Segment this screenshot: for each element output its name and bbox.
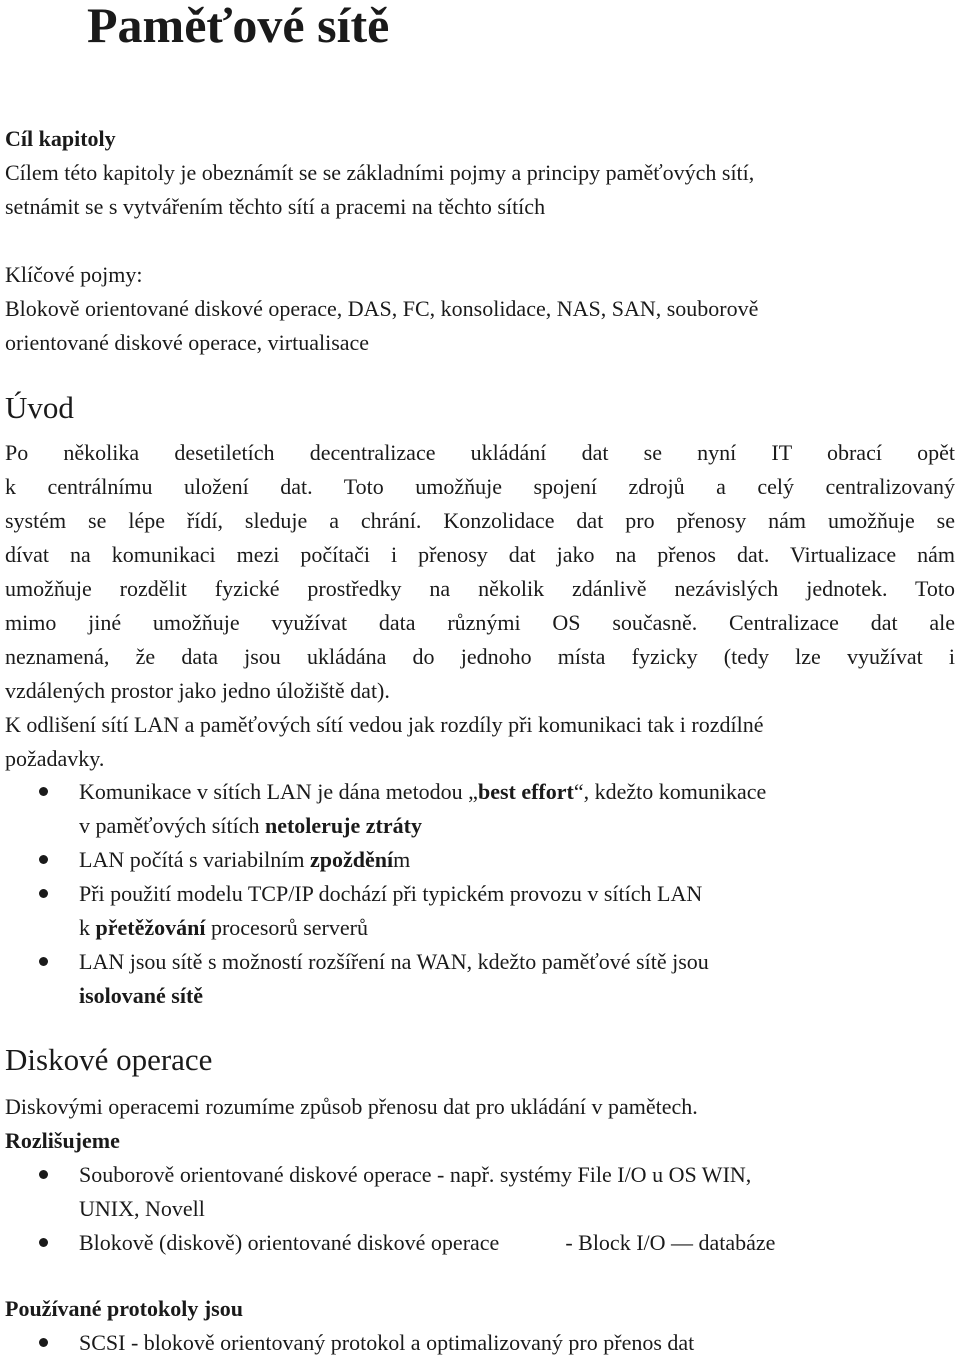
list-item: LAN počítá s variabilním zpožděním xyxy=(5,843,955,877)
list-item: Blokově (diskově) orientované diskové operace - Block I/O — databáze xyxy=(5,1226,955,1260)
best-effort-term: best effort xyxy=(477,779,574,804)
intro-line: dívat na komunikaci mezi počítači i přenosy dat jako na přenos dat. Virtualizace nám xyxy=(5,542,955,567)
intro-line: mimo jiné umožňuje využívat data různými OS současně. Centralizace dat ale xyxy=(5,610,955,635)
delay-term: zpoždění xyxy=(309,847,394,872)
isolated-networks-term: isolované sítě xyxy=(79,983,204,1008)
lan-vs-storage-line: K odlišení sítí LAN a paměťových sítí vedou jak rozdíly při komunikaci tak i rozdílné xyxy=(5,712,764,737)
chapter-goal-heading: Cíl kapitoly xyxy=(5,126,116,151)
list-item: Při použití modelu TCP/IP dochází při typickém provozu v sítích LAN k přetěžování procesorů serverů xyxy=(5,877,955,945)
keywords-line: Blokově orientované diskové operace, DAS, FC, konsolidace, NAS, SAN, souborově xyxy=(5,296,759,321)
intro-paragraph xyxy=(5,436,955,776)
intro-line: vzdálených prostor jako jedno úložiště dat). xyxy=(5,678,390,703)
lan-differences-list xyxy=(5,775,955,1013)
disk-ops-heading-block xyxy=(5,1040,955,1080)
chapter-goal-line: setnámit se s vytvářením těchto sítí a pracemi na těchto sítích xyxy=(5,194,546,219)
list-item: Souborově orientované diskové operace - např. systémy File I/O u OS WIN, UNIX, Novell xyxy=(5,1158,955,1226)
page-title: Paměťové sítě xyxy=(87,0,390,53)
intro-line: neznamená, že data jsou ukládána do jednoho místa fyzicky (tedy lze využívat i xyxy=(5,644,955,669)
intro-line: umožňuje rozdělit fyzické prostředky na několik zdánlivě nezávislých jednotek. Toto xyxy=(5,576,955,601)
list-item: SCSI - blokově orientovaný protokol a optimalizovaný pro přenos dat xyxy=(5,1326,955,1360)
distinguish-heading: Rozlišujeme xyxy=(5,1128,120,1153)
intro-line: systém se lépe řídí, sleduje a chrání. Konzolidace dat pro přenosy nám umožňuje se xyxy=(5,508,955,533)
disk-ops-list xyxy=(5,1158,955,1260)
keywords-heading: Klíčové pojmy: xyxy=(5,262,143,287)
disk-ops-section xyxy=(5,1090,955,1158)
intro-heading: Úvod xyxy=(5,390,74,425)
chapter-goal-line: Cílem této kapitoly je obeznámít se se základními pojmy a principy paměťových sítí, xyxy=(5,160,755,185)
intro-heading-block xyxy=(5,388,955,428)
list-item: LAN jsou sítě s možností rozšíření na WAN, kdežto paměťové sítě jsou isolované sítě xyxy=(5,945,955,1013)
protocols-heading: Používané protokoly jsou xyxy=(5,1296,243,1321)
keywords-line: orientované diskové operace, virtualisace xyxy=(5,330,370,355)
intro-line: k centrálnímu uložení dat. Toto umožňuje spojení zdrojů a celý centralizovaný xyxy=(5,474,955,499)
protocols-list xyxy=(5,1326,955,1360)
list-item: Komunikace v sítích LAN je dána metodou „best effort“, kdežto komunikace v paměťových sítích netoleruje ztráty xyxy=(5,775,955,843)
disk-ops-intro: Diskovými operacemi rozumíme způsob přenosu dat pro ukládání v pamětech. xyxy=(5,1094,698,1119)
chapter-goal-section xyxy=(5,122,955,224)
keywords-section xyxy=(5,258,955,360)
intro-line: Po několika desetiletích decentralizace ukládání dat se nyní IT obrací opět xyxy=(5,440,955,465)
overload-term: přetěžování xyxy=(95,915,206,940)
lan-vs-storage-line: požadavky. xyxy=(5,746,105,771)
protocols-section xyxy=(5,1292,955,1326)
no-loss-term: netoleruje ztráty xyxy=(264,813,422,838)
disk-ops-heading: Diskové operace xyxy=(5,1042,213,1077)
